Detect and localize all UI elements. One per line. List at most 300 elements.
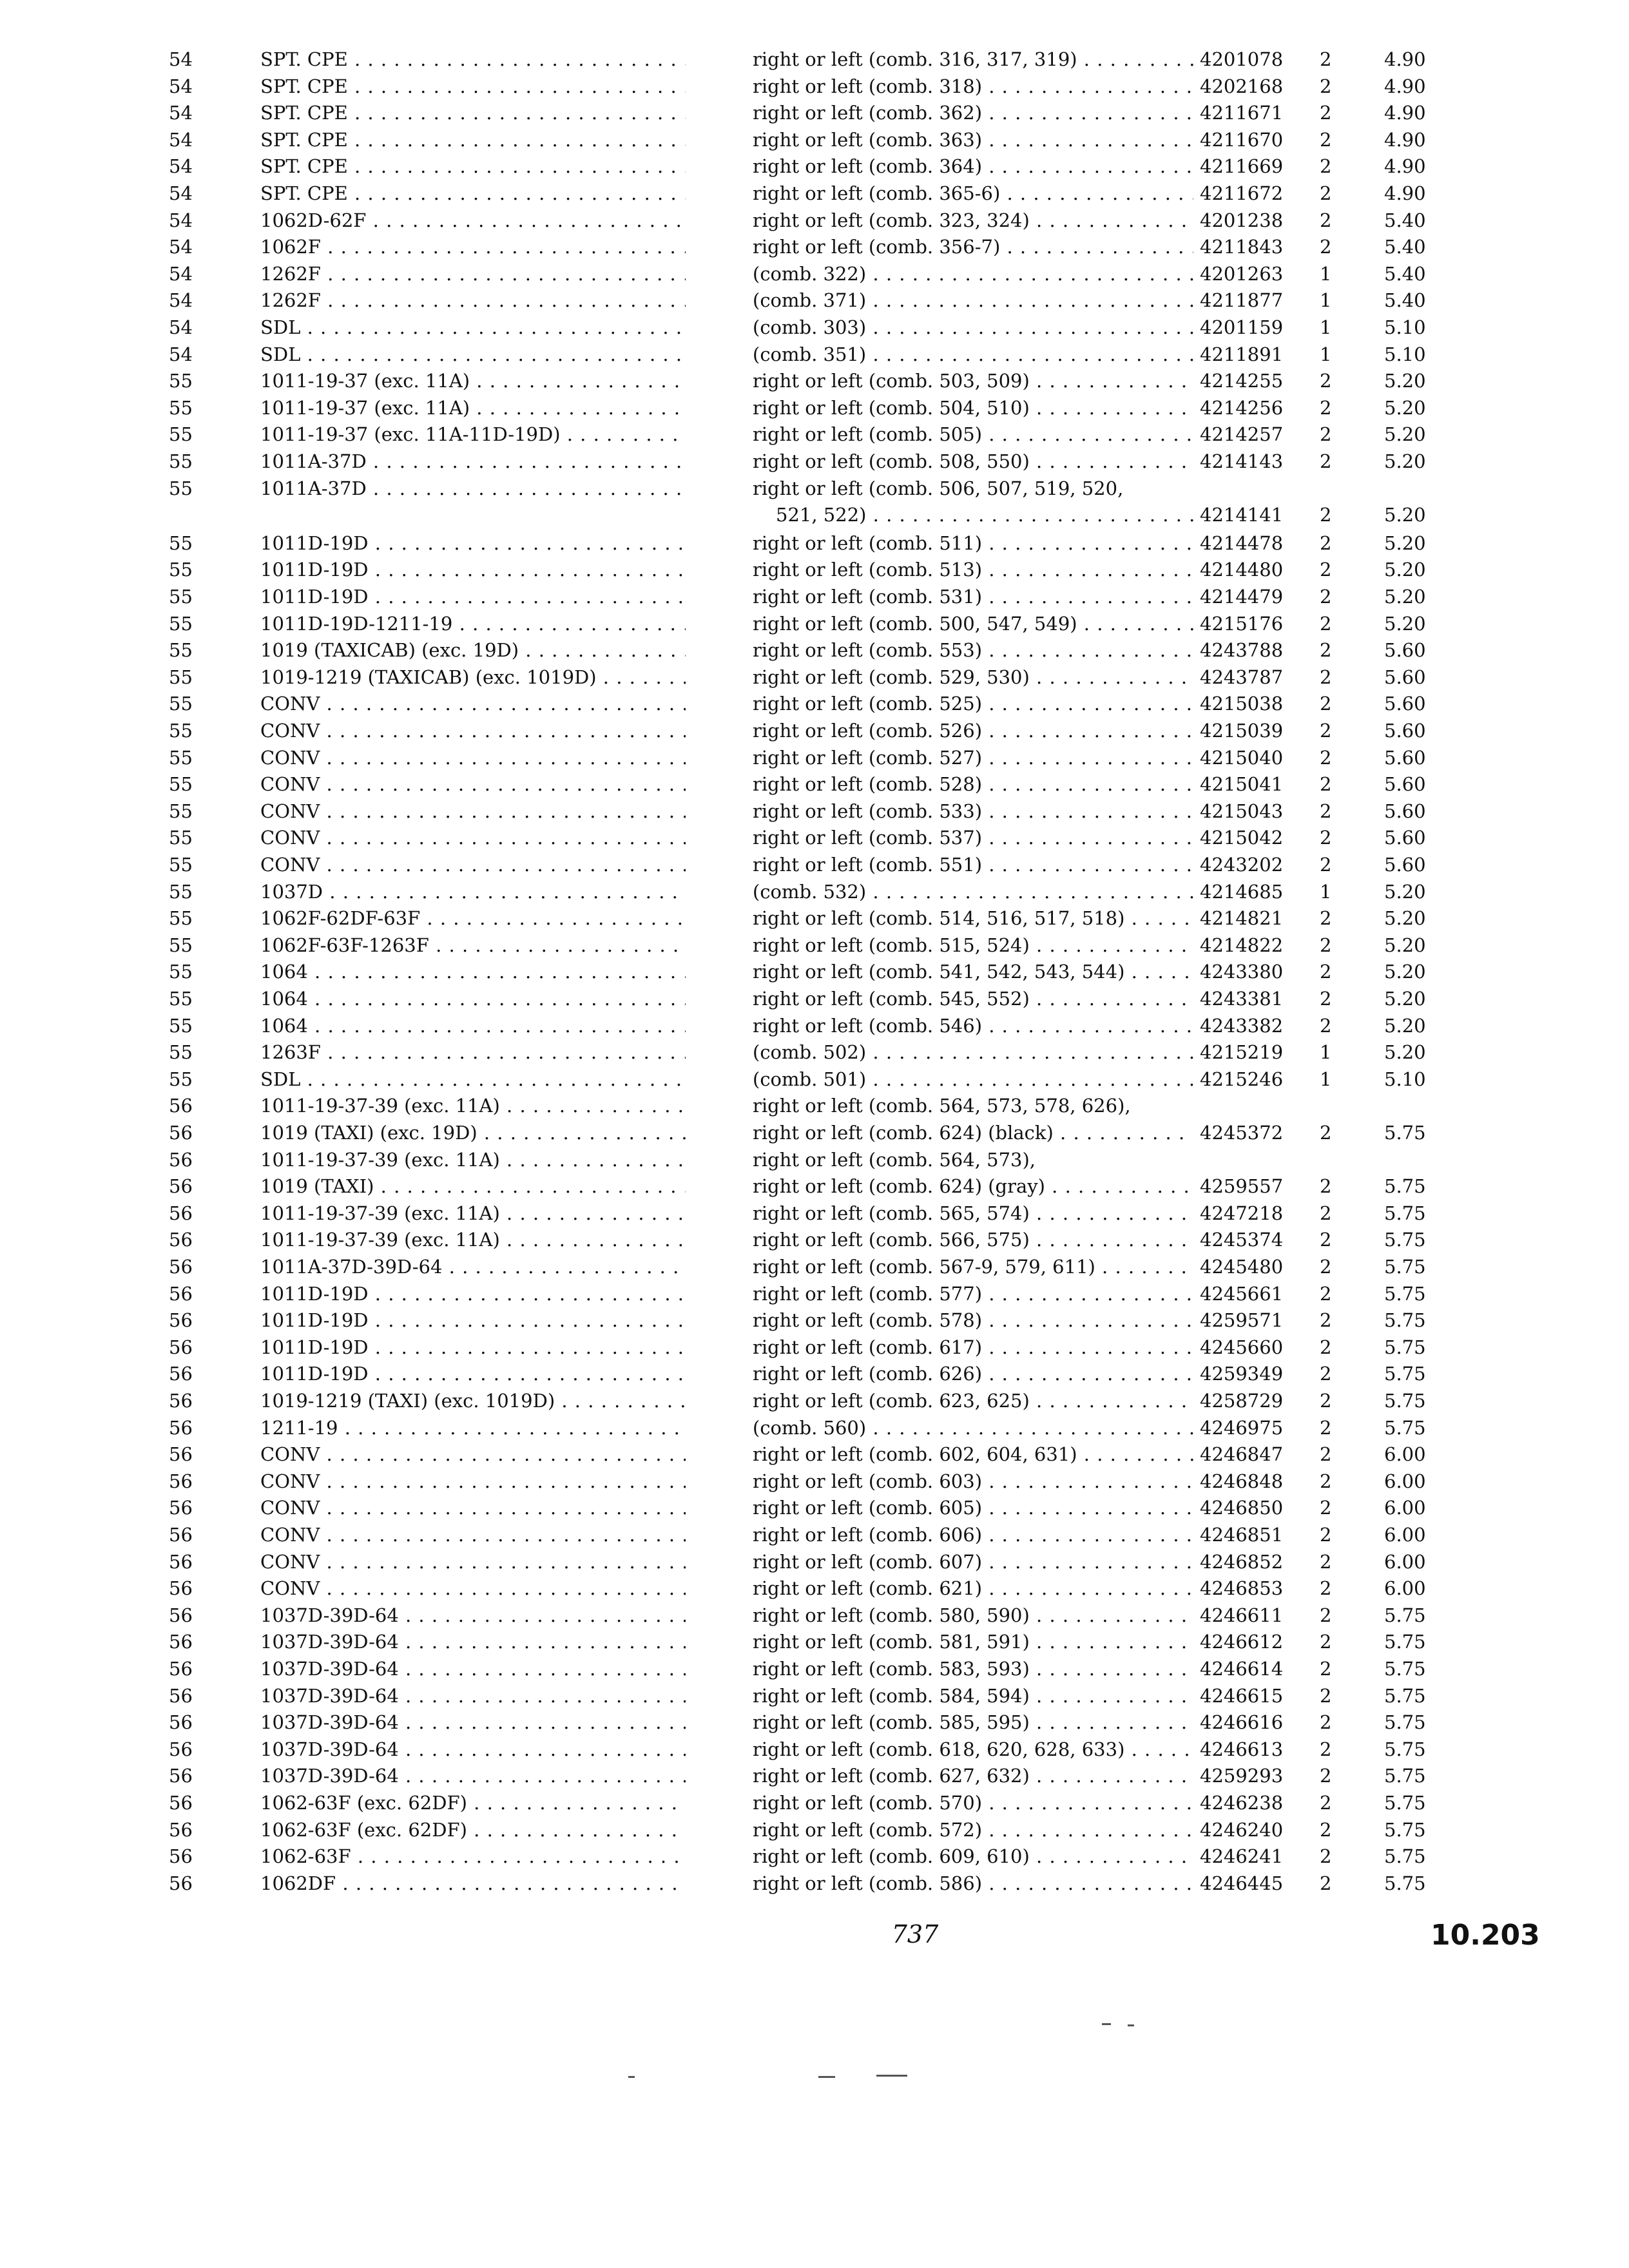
model-year-cell: 56: [169, 1363, 193, 1385]
quantity-cell: 2: [1320, 1336, 1332, 1358]
model-year-cell: 55: [169, 934, 193, 956]
table-row: [0, 287, 1629, 313]
table-row: [0, 611, 1629, 637]
model-year-cell: 55: [169, 800, 193, 822]
price-cell: 5.60: [1384, 773, 1426, 795]
scan-mark: [818, 2076, 835, 2078]
quantity-cell: 2: [1320, 1363, 1332, 1385]
price-cell: 5.60: [1384, 639, 1426, 661]
model-cell: SPT. CPE . . .: [260, 100, 686, 126]
quantity-cell: 2: [1320, 370, 1332, 392]
quantity-cell: 2: [1320, 1819, 1332, 1841]
model-year-cell: 56: [169, 1149, 193, 1171]
price-cell: 5.75: [1384, 1256, 1426, 1278]
scan-mark: [876, 2075, 907, 2077]
model-cell: 1062F . . .: [260, 234, 686, 260]
price-cell: 5.60: [1384, 827, 1426, 849]
table-row: [0, 1307, 1629, 1333]
model-year-cell: 56: [169, 1872, 193, 1894]
table-row: [0, 476, 1629, 501]
quantity-cell: 2: [1320, 1309, 1332, 1331]
model-year-cell: 55: [169, 532, 193, 554]
description-cell: (comb. 322) . . .: [753, 261, 1193, 287]
price-cell: 5.75: [1384, 1417, 1426, 1439]
scan-mark: [1102, 2023, 1111, 2025]
model-cell: 1062-63F (exc. 62DF) . . .: [260, 1790, 686, 1816]
quantity-cell: 2: [1320, 397, 1332, 419]
description-cell: right or left (comb. 606) . . .: [753, 1522, 1193, 1548]
model-year-cell: 55: [169, 827, 193, 849]
price-cell: 5.75: [1384, 1845, 1426, 1867]
description-cell: right or left (comb. 627, 632) . . .: [753, 1763, 1193, 1789]
table-row: [0, 1254, 1629, 1280]
description-cell: (comb. 532) . . .: [753, 879, 1193, 905]
description-cell: (comb. 351) . . .: [753, 341, 1193, 367]
part-number-cell: 4214822: [1200, 934, 1284, 956]
table-row: [0, 1656, 1629, 1682]
description-cell: right or left (comb. 515, 524) . . .: [753, 932, 1193, 958]
scan-mark: [1128, 2024, 1134, 2026]
description-cell: right or left (comb. 586) . . .: [753, 1870, 1193, 1896]
description-cell: (comb. 371) . . .: [753, 287, 1193, 313]
price-cell: 5.20: [1384, 559, 1426, 581]
price-cell: 5.75: [1384, 1604, 1426, 1626]
description-cell: right or left (comb. 609, 610) . . .: [753, 1843, 1193, 1869]
description-cell: right or left (comb. 546) . . .: [753, 1013, 1193, 1039]
description-cell: right or left (comb. 566, 575) . . .: [753, 1227, 1193, 1253]
model-year-cell: 56: [169, 1470, 193, 1492]
description-cell: right or left (comb. 503, 509) . . .: [753, 368, 1193, 394]
model-year-cell: 54: [169, 129, 193, 151]
price-cell: 5.20: [1384, 504, 1426, 526]
price-cell: 5.75: [1384, 1792, 1426, 1814]
model-year-cell: 56: [169, 1336, 193, 1358]
price-cell: 5.75: [1384, 1309, 1426, 1331]
table-row: [0, 421, 1629, 447]
table-row: [0, 1281, 1629, 1307]
model-year-cell: 55: [169, 961, 193, 983]
model-cell: 1062-63F . . .: [260, 1843, 686, 1869]
part-number-cell: 4258729: [1200, 1390, 1284, 1412]
price-cell: 5.20: [1384, 881, 1426, 903]
description-cell: right or left (comb. 318) . . .: [753, 73, 1193, 99]
model-year-cell: 56: [169, 1202, 193, 1224]
model-cell: 1037D-39D-64 . . .: [260, 1709, 686, 1735]
part-number-cell: 4243787: [1200, 666, 1284, 688]
model-year-cell: 56: [169, 1497, 193, 1519]
quantity-cell: 2: [1320, 1015, 1332, 1037]
part-number-cell: 4211669: [1200, 155, 1284, 177]
model-cell: SPT. CPE . . .: [260, 127, 686, 153]
model-year-cell: 55: [169, 666, 193, 688]
quantity-cell: 2: [1320, 1631, 1332, 1653]
model-cell: 1011-19-37-39 (exc. 11A) . . .: [260, 1147, 686, 1173]
table-row: [0, 1736, 1629, 1762]
description-cell: right or left (comb. 564, 573),: [753, 1149, 1036, 1171]
description-cell: right or left (comb. 567-9, 579, 611) . . .: [753, 1254, 1193, 1280]
model-cell: 1019-1219 (TAXICAB) (exc. 1019D) . . .: [260, 664, 686, 690]
quantity-cell: 2: [1320, 1524, 1332, 1546]
price-cell: 5.60: [1384, 800, 1426, 822]
description-cell: right or left (comb. 581, 591) . . .: [753, 1629, 1193, 1655]
model-cell: SDL . . .: [260, 341, 686, 367]
scan-mark: [628, 2076, 635, 2078]
table-row: [0, 1870, 1629, 1896]
table-row: [0, 395, 1629, 421]
part-number-cell: 4214255: [1200, 370, 1284, 392]
table-row: [0, 1200, 1629, 1226]
table-row: [0, 771, 1629, 797]
description-cell: right or left (comb. 533) . . .: [753, 798, 1193, 824]
model-cell: 1011D-19D . . .: [260, 1361, 686, 1387]
description-cell: right or left (comb. 624) (black) . . .: [753, 1120, 1193, 1146]
quantity-cell: 2: [1320, 1711, 1332, 1733]
part-number-cell: 4245374: [1200, 1229, 1284, 1251]
description-cell: right or left (comb. 551) . . .: [753, 852, 1193, 878]
quantity-cell: 2: [1320, 1604, 1332, 1626]
model-year-cell: 54: [169, 289, 193, 311]
quantity-cell: 2: [1320, 907, 1332, 929]
model-cell: 1062F-63F-1263F . . .: [260, 932, 686, 958]
table-row: [0, 932, 1629, 958]
model-year-cell: 54: [169, 316, 193, 338]
quantity-cell: 1: [1320, 1068, 1332, 1090]
part-number-cell: 4246848: [1200, 1470, 1284, 1492]
quantity-cell: 2: [1320, 102, 1332, 124]
part-number-cell: 4246614: [1200, 1658, 1284, 1680]
model-cell: CONV . . .: [260, 771, 686, 797]
model-year-cell: 55: [169, 720, 193, 742]
quantity-cell: 2: [1320, 586, 1332, 608]
quantity-cell: 2: [1320, 1283, 1332, 1305]
part-number-cell: 4214143: [1200, 450, 1284, 472]
description-cell: right or left (comb. 525) . . .: [753, 691, 1193, 716]
description-cell: (comb. 560) . . .: [753, 1415, 1193, 1441]
quantity-cell: 2: [1320, 559, 1332, 581]
price-cell: 5.75: [1384, 1631, 1426, 1653]
table-row: [0, 1790, 1629, 1816]
model-year-cell: 55: [169, 747, 193, 769]
part-number-cell: 4214257: [1200, 423, 1284, 445]
table-row: [0, 448, 1629, 474]
price-cell: 5.75: [1384, 1336, 1426, 1358]
model-cell: SPT. CPE . . .: [260, 153, 686, 179]
model-year-cell: 56: [169, 1229, 193, 1251]
description-cell: right or left (comb. 623, 625) . . .: [753, 1388, 1193, 1414]
table-row: [0, 905, 1629, 931]
part-number-cell: 4246975: [1200, 1417, 1284, 1439]
part-number-cell: 4246445: [1200, 1872, 1284, 1894]
model-year-cell: 56: [169, 1309, 193, 1331]
part-number-cell: 4202168: [1200, 75, 1284, 97]
model-year-cell: 56: [169, 1631, 193, 1653]
model-cell: 1037D-39D-64 . . .: [260, 1736, 686, 1762]
part-number-cell: 4245480: [1200, 1256, 1284, 1278]
price-cell: 5.20: [1384, 1041, 1426, 1063]
quantity-cell: 2: [1320, 1470, 1332, 1492]
description-cell: right or left (comb. 364) . . .: [753, 153, 1193, 179]
model-year-cell: 56: [169, 1819, 193, 1841]
model-cell: 1011A-37D-39D-64 . . .: [260, 1254, 686, 1280]
quantity-cell: 1: [1320, 1041, 1332, 1063]
table-row: [0, 153, 1629, 179]
quantity-cell: 2: [1320, 48, 1332, 70]
part-number-cell: 4211843: [1200, 236, 1284, 258]
part-number-cell: 4245660: [1200, 1336, 1284, 1358]
model-year-cell: 55: [169, 1068, 193, 1090]
table-row: [0, 1441, 1629, 1467]
model-cell: CONV . . .: [260, 1549, 686, 1575]
part-number-cell: 4246615: [1200, 1685, 1284, 1707]
model-year-cell: 55: [169, 397, 193, 419]
model-cell: 1011-19-37 (exc. 11A-11D-19D) . . .: [260, 421, 686, 447]
model-year-cell: 55: [169, 693, 193, 715]
model-year-cell: 56: [169, 1792, 193, 1814]
price-cell: 5.20: [1384, 907, 1426, 929]
model-year-cell: 56: [169, 1685, 193, 1707]
price-cell: 5.75: [1384, 1738, 1426, 1760]
model-cell: 1019 (TAXI) (exc. 19D) . . .: [260, 1120, 686, 1146]
model-cell: CONV . . .: [260, 825, 686, 850]
table-row: [0, 1066, 1629, 1092]
part-number-cell: 4215038: [1200, 693, 1284, 715]
price-cell: 5.60: [1384, 747, 1426, 769]
model-year-cell: 56: [169, 1417, 193, 1439]
price-cell: 4.90: [1384, 75, 1426, 97]
table-row: [0, 1575, 1629, 1601]
model-cell: CONV . . .: [260, 1575, 686, 1601]
table-row: [0, 879, 1629, 905]
part-number-cell: 4246611: [1200, 1604, 1284, 1626]
part-number-cell: 4243202: [1200, 854, 1284, 876]
price-cell: 5.20: [1384, 532, 1426, 554]
quantity-cell: 1: [1320, 881, 1332, 903]
quantity-cell: 2: [1320, 827, 1332, 849]
price-cell: 5.75: [1384, 1819, 1426, 1841]
description-cell: right or left (comb. 508, 550) . . .: [753, 448, 1193, 474]
model-cell: 1037D-39D-64 . . .: [260, 1656, 686, 1682]
part-number-cell: 4245372: [1200, 1122, 1284, 1144]
part-number-cell: 4246853: [1200, 1577, 1284, 1599]
part-number-cell: 4246850: [1200, 1497, 1284, 1519]
quantity-cell: 2: [1320, 1256, 1332, 1278]
table-row: [0, 1227, 1629, 1253]
description-cell: right or left (comb. 323, 324) . . .: [753, 207, 1193, 233]
price-cell: 5.20: [1384, 613, 1426, 635]
part-number-cell: 4259349: [1200, 1363, 1284, 1385]
model-cell: 1062F-62DF-63F . . .: [260, 905, 686, 931]
model-cell: 1062DF . . .: [260, 1870, 686, 1896]
quantity-cell: 2: [1320, 854, 1332, 876]
quantity-cell: 2: [1320, 961, 1332, 983]
model-year-cell: 54: [169, 155, 193, 177]
part-number-cell: 4215176: [1200, 613, 1284, 635]
part-number-cell: 4201078: [1200, 48, 1284, 70]
part-number-cell: 4214821: [1200, 907, 1284, 929]
model-cell: 1019 (TAXI) . . .: [260, 1173, 686, 1199]
part-number-cell: 4246852: [1200, 1551, 1284, 1573]
price-cell: 5.20: [1384, 1015, 1426, 1037]
model-year-cell: 54: [169, 75, 193, 97]
part-number-cell: 4214256: [1200, 397, 1284, 419]
description-cell: right or left (comb. 624) (gray) . . .: [753, 1173, 1193, 1199]
price-cell: 5.75: [1384, 1658, 1426, 1680]
model-cell: CONV . . .: [260, 798, 686, 824]
description-cell: right or left (comb. 506, 507, 519, 520,: [753, 477, 1124, 499]
part-number-cell: 4201263: [1200, 263, 1284, 285]
section-number: 10.203: [1431, 1919, 1540, 1952]
part-number-cell: 4245661: [1200, 1283, 1284, 1305]
quantity-cell: 2: [1320, 1417, 1332, 1439]
price-cell: 5.40: [1384, 236, 1426, 258]
table-row: [0, 341, 1629, 367]
description-cell: right or left (comb. 362) . . .: [753, 100, 1193, 126]
table-row: [0, 73, 1629, 99]
model-cell: 1019 (TAXICAB) (exc. 19D) . . .: [260, 637, 686, 663]
model-year-cell: 54: [169, 182, 193, 204]
model-year-cell: 55: [169, 586, 193, 608]
model-cell: SPT. CPE . . .: [260, 46, 686, 72]
quantity-cell: 2: [1320, 1738, 1332, 1760]
description-cell: right or left (comb. 602, 604, 631) . . .: [753, 1441, 1193, 1467]
model-cell: 1011D-19D-1211-19 . . .: [260, 611, 686, 637]
model-cell: 1011-19-37 (exc. 11A) . . .: [260, 368, 686, 394]
model-year-cell: 55: [169, 907, 193, 929]
description-cell: right or left (comb. 570) . . .: [753, 1790, 1193, 1816]
part-number-cell: 4215042: [1200, 827, 1284, 849]
table-row: [0, 959, 1629, 985]
description-cell: right or left (comb. 584, 594) . . .: [753, 1683, 1193, 1709]
description-cell: right or left (comb. 537) . . .: [753, 825, 1193, 850]
part-number-cell: 4246847: [1200, 1443, 1284, 1465]
part-number-cell: 4211672: [1200, 182, 1284, 204]
model-cell: 1011D-19D . . .: [260, 584, 686, 610]
table-row: [0, 557, 1629, 582]
table-row: [0, 1817, 1629, 1843]
price-cell: 5.40: [1384, 263, 1426, 285]
model-cell: 1011-19-37-39 (exc. 11A) . . .: [260, 1200, 686, 1226]
price-cell: 5.60: [1384, 666, 1426, 688]
description-cell: right or left (comb. 541, 542, 543, 544) . . .: [753, 959, 1193, 985]
model-cell: 1064 . . .: [260, 1013, 686, 1039]
part-number-cell: 4243788: [1200, 639, 1284, 661]
description-cell: right or left (comb. 526) . . .: [753, 718, 1193, 744]
description-cell: right or left (comb. 607) . . .: [753, 1549, 1193, 1575]
table-row: [0, 798, 1629, 824]
model-year-cell: 54: [169, 48, 193, 70]
price-cell: 5.20: [1384, 988, 1426, 1010]
model-year-cell: 54: [169, 343, 193, 365]
model-year-cell: 56: [169, 1256, 193, 1278]
description-cell: right or left (comb. 500, 547, 549) . . .: [753, 611, 1193, 637]
table-row: [0, 180, 1629, 206]
description-cell: right or left (comb. 505) . . .: [753, 421, 1193, 447]
model-cell: CONV . . .: [260, 691, 686, 716]
table-row: [0, 1147, 1629, 1173]
price-cell: 5.10: [1384, 1068, 1426, 1090]
description-cell: right or left (comb. 511) . . .: [753, 530, 1193, 556]
price-cell: 5.10: [1384, 316, 1426, 338]
model-cell: 1011D-19D . . .: [260, 1281, 686, 1307]
part-number-cell: 4211891: [1200, 343, 1284, 365]
model-cell: 1011D-19D . . .: [260, 1307, 686, 1333]
part-number-cell: 4243380: [1200, 961, 1284, 983]
part-number-cell: 4259571: [1200, 1309, 1284, 1331]
model-year-cell: 56: [169, 1711, 193, 1733]
quantity-cell: 2: [1320, 1202, 1332, 1224]
quantity-cell: 2: [1320, 532, 1332, 554]
model-year-cell: 54: [169, 236, 193, 258]
quantity-cell: 2: [1320, 613, 1332, 635]
part-number-cell: 4246851: [1200, 1524, 1284, 1546]
model-cell: 1062D-62F . . .: [260, 207, 686, 233]
description-cell: right or left (comb. 504, 510) . . .: [753, 395, 1193, 421]
table-row: [0, 718, 1629, 744]
model-cell: 1211-19 . . .: [260, 1415, 686, 1441]
part-number-cell: 4211670: [1200, 129, 1284, 151]
price-cell: 6.00: [1384, 1497, 1426, 1519]
quantity-cell: 2: [1320, 720, 1332, 742]
table-row: [0, 261, 1629, 287]
price-cell: 6.00: [1384, 1470, 1426, 1492]
model-cell: 1062-63F (exc. 62DF) . . .: [260, 1817, 686, 1843]
quantity-cell: 1: [1320, 316, 1332, 338]
table-row: [0, 584, 1629, 610]
model-cell: 1037D-39D-64 . . .: [260, 1602, 686, 1628]
description-cell: right or left (comb. 513) . . .: [753, 557, 1193, 582]
price-cell: 5.40: [1384, 289, 1426, 311]
description-cell: right or left (comb. 617) . . .: [753, 1334, 1193, 1360]
table-row: [0, 825, 1629, 850]
part-number-cell: 4214479: [1200, 586, 1284, 608]
part-number-cell: 4246241: [1200, 1845, 1284, 1867]
part-number-cell: 4243381: [1200, 988, 1284, 1010]
model-year-cell: 56: [169, 1577, 193, 1599]
price-cell: 5.20: [1384, 961, 1426, 983]
table-row: [0, 1549, 1629, 1575]
quantity-cell: 2: [1320, 450, 1332, 472]
table-row: [0, 1522, 1629, 1548]
model-cell: SDL . . .: [260, 314, 686, 340]
price-cell: 5.75: [1384, 1202, 1426, 1224]
description-cell: (comb. 501) . . .: [753, 1066, 1193, 1092]
table-row: [0, 207, 1629, 233]
description-cell: right or left (comb. 545, 552) . . .: [753, 986, 1193, 1012]
model-cell: 1011D-19D . . .: [260, 530, 686, 556]
part-number-cell: 4246240: [1200, 1819, 1284, 1841]
price-cell: 5.20: [1384, 370, 1426, 392]
model-year-cell: 56: [169, 1443, 193, 1465]
description-cell: right or left (comb. 527) . . .: [753, 745, 1193, 771]
model-cell: CONV . . .: [260, 1495, 686, 1521]
model-cell: CONV . . .: [260, 1522, 686, 1548]
description-cell: right or left (comb. 365-6) . . .: [753, 180, 1193, 206]
table-row: [0, 368, 1629, 394]
table-row: [0, 1120, 1629, 1146]
model-cell: CONV . . .: [260, 1441, 686, 1467]
model-cell: CONV . . .: [260, 718, 686, 744]
part-number-cell: 4246613: [1200, 1738, 1284, 1760]
quantity-cell: 2: [1320, 182, 1332, 204]
quantity-cell: 2: [1320, 75, 1332, 97]
model-cell: 1011-19-37 (exc. 11A) . . .: [260, 395, 686, 421]
part-number-cell: 4201238: [1200, 209, 1284, 231]
part-number-cell: 4243382: [1200, 1015, 1284, 1037]
description-cell: (comb. 502) . . .: [753, 1039, 1193, 1065]
price-cell: 5.40: [1384, 209, 1426, 231]
table-row: [0, 1039, 1629, 1065]
price-cell: 5.75: [1384, 1229, 1426, 1251]
